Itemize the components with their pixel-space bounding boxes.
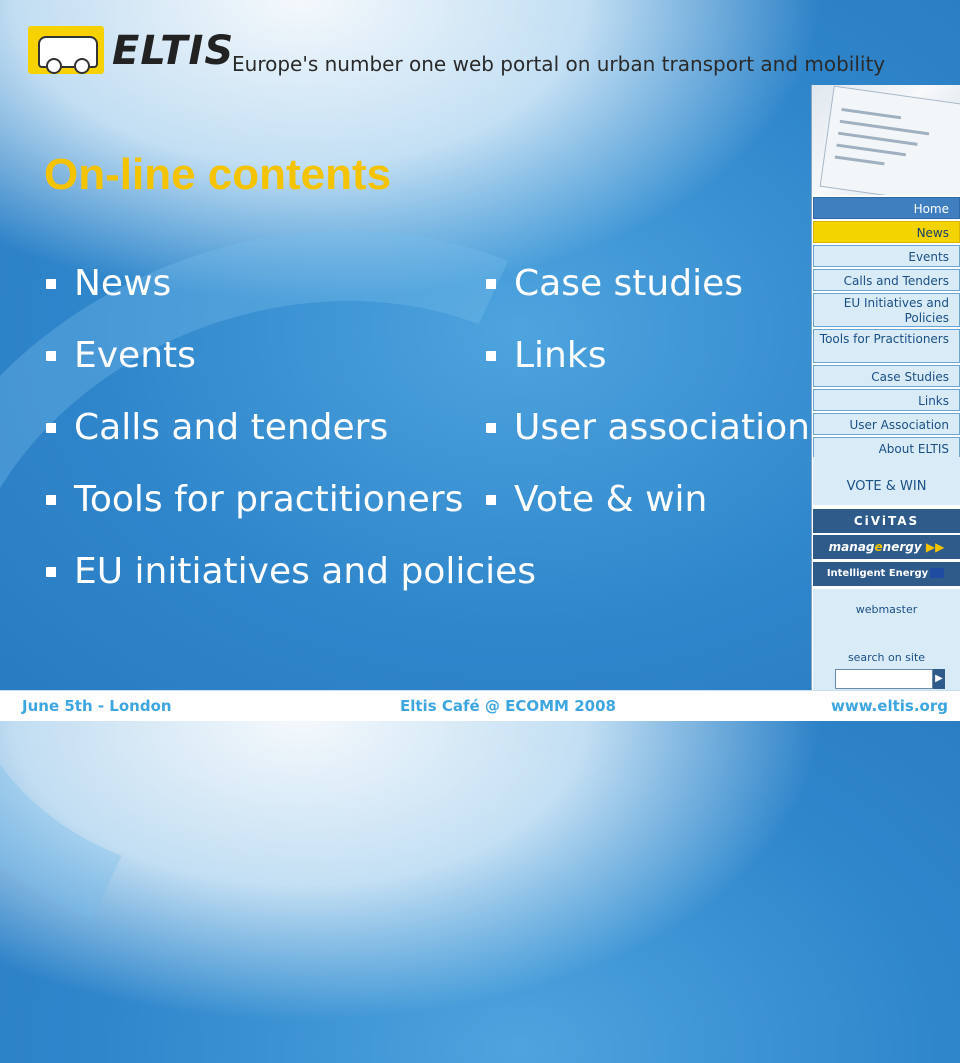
nav-item-tools-for-practitioners[interactable]: Tools for Practitioners <box>813 329 960 363</box>
list-item: Calls and tenders <box>44 408 536 480</box>
nav-item-events[interactable]: Events <box>813 245 960 267</box>
search-label: search on site <box>847 651 926 664</box>
managenergy-banner[interactable]: managenergy ▶▶ <box>813 535 960 559</box>
search-input[interactable] <box>835 669 933 689</box>
intelligent-energy-banner[interactable]: Intelligent Energy <box>813 562 960 586</box>
vote-and-win-link[interactable]: VOTE & WIN <box>813 457 960 505</box>
nav-item-home[interactable]: Home <box>813 197 960 219</box>
footer-date: June 5th - London <box>22 697 172 715</box>
footer <box>0 690 960 721</box>
nav-item-user-association[interactable]: User Association <box>813 413 960 435</box>
list-item: Events <box>44 336 536 408</box>
nav-item-calls-and-tenders[interactable]: Calls and Tenders <box>813 269 960 291</box>
nav-item-news[interactable]: News <box>813 221 960 243</box>
nav-item-case-studies[interactable]: Case Studies <box>813 365 960 387</box>
bullet-icon <box>486 495 496 505</box>
bullet-icon <box>46 351 56 361</box>
nav-item-links[interactable]: Links <box>813 389 960 411</box>
arrow-icon: ▶▶ <box>925 540 945 554</box>
portal-screenshot <box>811 85 960 690</box>
bullet-icon <box>486 423 496 433</box>
logo-text: ELTIS <box>112 28 235 74</box>
bullet-icon <box>46 495 56 505</box>
logo-bus-icon <box>28 26 104 74</box>
nav-item-about-eltis[interactable]: About ELTIS <box>813 437 960 459</box>
list-item: User association <box>484 408 810 480</box>
webmaster-panel <box>813 589 960 690</box>
civitas-banner[interactable]: CiViTAS <box>813 509 960 533</box>
eu-flag-icon <box>930 568 944 578</box>
tagline: Europe's number one web portal on urban transport and mobility <box>232 52 886 76</box>
list-item: Tools for practitioners <box>44 480 536 552</box>
contents-list-left <box>44 264 536 624</box>
bullet-icon <box>46 279 56 289</box>
bullet-icon <box>46 423 56 433</box>
contents-list-right <box>484 264 810 552</box>
bullet-icon <box>486 351 496 361</box>
footer-website: www.eltis.org <box>830 697 948 715</box>
list-item: News <box>44 264 536 336</box>
browser-screenshot-image <box>812 85 960 195</box>
list-item: Links <box>484 336 810 408</box>
webmaster-link[interactable]: webmaster <box>855 603 918 616</box>
list-item: EU initiatives and policies <box>44 552 536 624</box>
footer-event: Eltis Café @ ECOMM 2008 <box>400 697 616 715</box>
search-go-icon[interactable]: ▶ <box>933 669 945 689</box>
eltis-logo <box>28 24 235 80</box>
list-item: Vote & win <box>484 480 810 552</box>
portal-nav <box>813 197 960 461</box>
slide-title: On-line contents <box>44 150 392 199</box>
nav-item-eu-initiatives[interactable]: EU Initiatives and Policies <box>813 293 960 327</box>
bullet-icon <box>46 567 56 577</box>
bullet-icon <box>486 279 496 289</box>
list-item: Case studies <box>484 264 810 336</box>
